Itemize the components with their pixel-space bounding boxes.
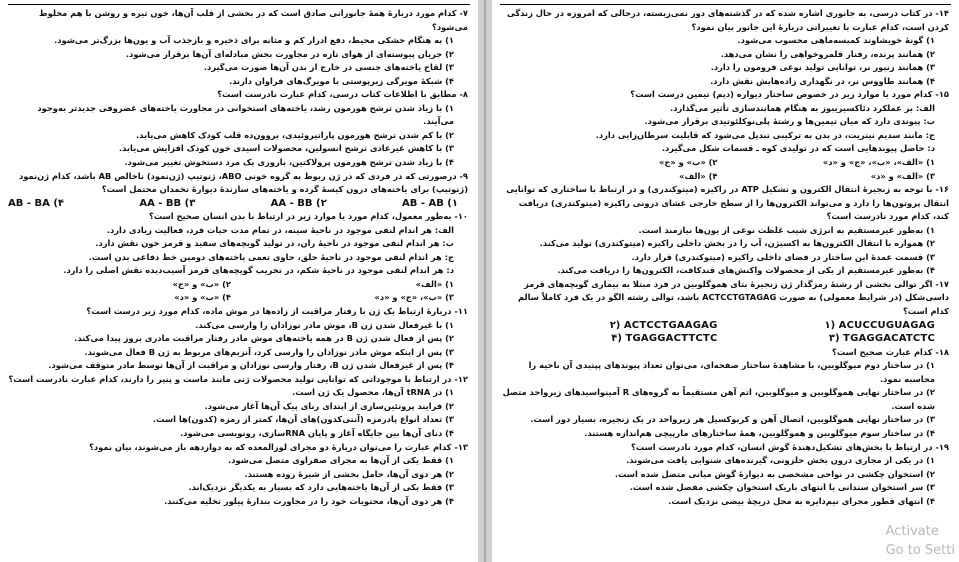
option-item: ۴) دنای آن‌ها بین جایگاه آغاز و پایان RNAسازی، رونویسی می‌شود. (180, 427, 454, 438)
question-۱۴- (500, 7, 949, 88)
q10-choices (8, 278, 468, 305)
left-column (0, 5, 478, 508)
q17-option: ۱) ACUCCUGUAGAG (824, 319, 935, 331)
question-stem: در کتاب درسی، به جانوری اشاره شده که در گذشته‌های دور نمی‌زیسته، درحالی که امروزه در حال زندگی کردن است، کدام عبارت با تغییراتی دربارهٔ این جانور بیان نمود؟ (506, 8, 949, 32)
question-۱۳- (8, 441, 468, 509)
question-stem: کدام عبارت را می‌توان دربارهٔ دو مجرای لوزالمعده که به دوازدهه باز می‌شوند، بیان نمود؟ (89, 441, 452, 452)
question-text (8, 441, 468, 455)
question-text (8, 305, 468, 319)
q10-choice: ۴) «ب» و «د» (174, 292, 231, 303)
question-۱۱- (8, 305, 468, 373)
question-stem: در ارتباط با موجوداتی که توانایی تولید محصولات ژنی مانند ماست و پنیر را دارند، کدام عبارت نادرست است؟ (8, 373, 452, 384)
option-item: ب: هر اندام لنفی موجود در ناحیهٔ ران، در تولید گویچه‌های سفید و قرمز خون نقش دارد. (95, 238, 454, 249)
question-text (500, 7, 949, 34)
question-stem: کدام مورد دربارهٔ همهٔ جانورانی صادق است که در بخشی از قلب آن‌ها، خون تیره و روشن با هم مخلوط می‌شود؟ (39, 8, 468, 32)
q10-choice: ۱) «الف» (415, 278, 454, 289)
question-۱۰- (8, 210, 468, 278)
q10-choice: ۳) «ب»، «ج» و «د» (374, 292, 454, 303)
option-item: ج: هر اندام لنفی موجود در ناحیهٔ حلق، حاوی تعمی یاخته‌های دومین خط دفاعی بدن است. (88, 251, 454, 262)
question-number: ۱۹- (932, 441, 949, 452)
option-item: ۳) در ساختار نهایی هموگلوبین، اتصال آهن و کربوکسیل هر زیرواحد در یک زنجیره، بسیار دور است. (530, 414, 935, 425)
question-number: ۱۴- (932, 8, 949, 18)
question-number: ۱۲- (451, 373, 468, 384)
option-item: ۲) همواره با انتقال الکترون‌ها به اکسیژن، آب را در بخش داخلی راکیزه (میتوکندری) تولید می‌کند. (539, 238, 935, 249)
q15-choice: ۳) «الف» و «د» (870, 170, 935, 181)
option-item: ۲) استخوان چکشی در نواحی مشخصی به دیوارهٔ گوش میانی متصل شده است. (614, 468, 935, 479)
option-item: ۱) به‌طور غیرمستقیم به انرژی شیب غلظت نوعی از یون‌ها نیازمند است. (638, 224, 935, 235)
question-stem: درصورتی که در فردی که در ژن ربوط به گروه خونی ABO، ژنوتیپ (ژن‌نمود) ناخالص AB باشد، کدام ژن‌نمود (ژنوتیپ) برای یاخته‌های درون کیسهٔ گرده و یاخته‌های سازندهٔ دیوارهٔ تخمدان محتمل است؟ (19, 170, 468, 195)
question-number: ۱۳- (451, 441, 468, 452)
option-item: ۱) در ساختار دوم میوگلوبین، با مشاهدهٔ ساختار صفحه‌ای، می‌توان تعداد پیوندهای پپتیدی آن ناحیه را محاسبه نمود. (528, 360, 935, 384)
question-number: ۱۷- (932, 278, 949, 289)
q10-choice: ۲) «ب» و «ج» (172, 278, 231, 289)
question-text (500, 441, 949, 455)
page-gutter (478, 0, 492, 562)
option-item: ۳) پس از اینکه موش مادر نوزادان را وارسی کرد، آنزیم‌های مربوط به ژن B فعال می‌شوند. (84, 346, 454, 357)
activate-windows-watermark (886, 522, 955, 560)
watermark-line2: Go to Setti (885, 543, 955, 558)
option-item: ۲) فرایند پروتئین‌سازی از ابتدای رنای پیک آن‌ها آغاز می‌شود. (204, 400, 454, 411)
question-text (8, 373, 468, 387)
option-item: ۱) در یکی از مجاری درون بخش حلزونی، گیرنده‌های شنوایی یافت می‌شوند. (626, 455, 935, 466)
option-item: ۴) پس از غیرفعال شدن ژن B، رفتار وارسی نوزادان و مراقبت از آن‌ها توسط مادر متوقف می‌شود. (48, 360, 454, 371)
option-item: ب: پیوندی دارد که میان تیمین‌ها و رشتهٔ پلی‌نوکلئوتیدی برقرار می‌شود. (644, 116, 935, 127)
question-۱۸- (500, 346, 949, 441)
question-text (8, 7, 468, 34)
question-۱۶- (500, 183, 949, 278)
q9-option: ۳) AA - BB (139, 197, 196, 209)
option-item: ۴) در ساختار سوم میوگلوبین و هموگلوبین، همهٔ ساختارهای مارپیچی هم‌اندازه هستند. (584, 427, 935, 438)
q9-option: ۲) AA - BB (270, 197, 327, 209)
left-page (0, 0, 478, 562)
question-text (8, 88, 468, 102)
option-item: ۴) به‌طور غیرمستقیم از یکی از محصولات واکنش‌های قندکافت، الکترون‌ها را دریافت می‌کند. (557, 265, 935, 276)
option-item: ۲) هر دوی آن‌ها، حامل بخشی از شیرهٔ روده هستند. (244, 468, 454, 479)
question-text (500, 183, 949, 224)
question-۸- (8, 88, 468, 169)
option-item: ۳) با کاهش غیرعادی ترشح انسولین، محصولات اسیدی خون کودک افزایش می‌یابد. (118, 143, 454, 154)
q15-choice: ۲) «ب» و «ج» (659, 157, 718, 168)
q17-options (500, 319, 949, 346)
question-۱۵- (500, 88, 949, 156)
right-page (492, 0, 959, 562)
option-item: ۴) شبکهٔ مویرگی زیرپوستی با مویرگ‌های فراوان دارند. (229, 75, 454, 86)
option-item: ۲) پس از فعال شدن ژن B در همه یاخته‌های موش مادر رفتار مراقبت مادری بروز پیدا می‌کند. (74, 333, 454, 344)
question-number: ۷- (456, 8, 468, 18)
option-item: ۴) انتهای قطور مجرای نیم‌دایره به محل دریچهٔ بیضی نزدیک است. (668, 495, 935, 506)
question-۱۲- (8, 373, 468, 441)
option-item: ۱) در tRNA آن‌ها، محصول یک ژن است. (292, 387, 454, 398)
option-item: ۲) جریان پیوسته‌ای از هوای تازه در مجاورت بخش مبادله‌ای آن‌ها برقرار می‌شود. (125, 48, 454, 59)
option-item: ۳) قسمت عمدهٔ این ساختار در فضای داخلی راکیزه (میتوکندری) قرار دارد. (631, 251, 935, 262)
question-stem: دربارهٔ ارتباط یک ژن با رفتار مراقبت از زاده‌ها در موش ماده، کدام مورد زیر درست است؟ (86, 306, 452, 317)
question-۱۹- (500, 441, 949, 509)
question-۱۷- (500, 278, 949, 319)
option-item: ۳) سر استخوان سندانی با انتهای باریک استخوان چکشی مفصل شده است. (629, 482, 935, 493)
option-item: ۳) همانند زنبور نر، توانایی تولید نوعی فرومون را دارد. (710, 62, 935, 73)
question-stem: اگر توالی بخشی از رشتهٔ رمزگذار ژن زنجیرهٔ بتای هموگلوبین در فرد مبتلا به بیماری گویچه‌های قرمز داسی‌شکل (در شرایط معمولی) به صورت ACTCCTGTAGAG باشد، توالی رشته الگو در یک فرد کاملاً سالم کدام است؟ (517, 278, 949, 317)
q15-choice: ۱) «الف»، «ب»، «ج» و «د» (822, 157, 935, 168)
question-number: ۸- (456, 89, 468, 100)
option-item: ۳) فقط یکی از آن‌ها یاخته‌هایی دارد که بسیار به یکدیگر نزدیک‌اند. (188, 482, 454, 493)
option-item: الف: هر اندام لنفی موجود در ناحیهٔ سینه، در تمام مدت حیات فرد، فعالیت زیادی دارد. (106, 224, 454, 235)
question-stem: با توجه به زنجیرهٔ انتقال الکترون و تشکیل ATP در راکیزه (میتوکندری) و در ارتباط با ساختاری که توانایی انتقال پروتون‌ها را دارد و می‌تواند الکترون‌ها را از سطح خارجی غشای درونی راکیزه (میتوکندری) دریافت کند، کدام مورد نادرست است؟ (506, 184, 949, 222)
question-text (500, 346, 949, 360)
q17-option: ۳) TGAGGACATCTC (828, 333, 935, 345)
option-item: ۱) گونهٔ خویشاوند کمیسه‌ماهی محسوب می‌شود. (737, 35, 935, 46)
option-item: ۴) هر دوی آن‌ها، محتویات خود را در مجاورت بندارهٔ پیلور تخلیه می‌کنند. (164, 495, 454, 506)
question-number: ۱۸- (932, 346, 949, 357)
question-text (500, 278, 949, 319)
question-stem: کدام عبارت صحیح است؟ (832, 346, 933, 357)
option-item: ۲) با کم شدن ترشح هورمون پاراتیروئیدی، بروون‌ده قلب کودک کاهش می‌یابد. (136, 129, 454, 140)
question-text (500, 88, 949, 102)
q17-option: ۴) TGAGGACTTCTC (611, 333, 718, 345)
option-item: ۳) لقاح یاخته‌های جنسی در خارج از بدن آن‌ها صورت می‌گیرد. (203, 62, 454, 73)
q9-option: ۱) AB - AB (401, 197, 458, 209)
question-stem: به‌طور معمول، کدام مورد یا موارد زیر در ارتباط با بدن انسان صحیح است؟ (149, 211, 452, 222)
question-number: ۱۶- (932, 184, 949, 195)
option-item: ۴) همانند طاووس نر، در نگهداری زاده‌هایش نقش دارد. (710, 75, 935, 86)
option-item: ۱) فقط یکی از آن‌ها به مجرای صفراوی متصل می‌شود. (228, 455, 454, 466)
option-item: ۲) همانند پرنده، رفتار قلمروخواهی را نشان می‌دهد. (720, 48, 935, 59)
question-۹- (8, 170, 468, 197)
option-item: الف: بر عملکرد دئاکسیریبوز به هنگام همانندسازی تأثیر می‌گذارد. (670, 102, 935, 113)
option-item: د: هر اندام لنفی موجود در ناحیهٔ شکم، در تخریب گویچه‌های قرمز آسیب‌دیده نقش اصلی را دارد. (63, 265, 454, 276)
q9-options-row (8, 197, 468, 211)
question-stem: کدام مورد یا موارد زیر در خصوص ساختار دیواره (دیم) تیمین درست است؟ (630, 89, 933, 100)
q15-choice: ۴) «الف» (679, 170, 718, 181)
q15-choices (500, 156, 949, 183)
option-item: ۴) با زیاد شدن ترشح هورمون پرولاکتین، باروری یک مرد دستخوش تغییر می‌شود. (124, 157, 454, 168)
option-item: ۳) تعداد انواع پادرمزه (آنتی‌کدون)‌های آن‌ها، کمتر از رمزه (کدون)‌ها است. (153, 414, 454, 425)
option-item: ۲) در ساختار نهایی هموگلوبین و میوگلوبین، اتم آهن مستقیماً به گروه‌های R آمینواسیدهای زیرواحد متصل شده است. (502, 387, 935, 411)
question-number: ۱۰- (451, 211, 468, 222)
option-item: ۱) به هنگام خشکی محیط، دفع ادرار کم و مثانه برای ذخیره و بازجذب آب و یون‌ها بزرگ‌تر می‌شود. (54, 35, 454, 46)
question-number: ۱۱- (451, 306, 468, 317)
option-item: ج: مانند سدیم نیتریت، در بدن به ترکیبی تبدیل می‌شود که قابلیت سرطان‌زایی دارد. (595, 129, 935, 140)
q17-option: ۲) ACTCCTGAAGAG (609, 319, 718, 331)
watermark-line1: Activate (885, 524, 939, 539)
question-text (8, 210, 468, 224)
option-item: ۱) با غیرفعال شدن ژن B، موش مادر نوزادان را وارسی می‌کند. (195, 319, 454, 330)
question-number: ۹- (456, 170, 468, 181)
question-number: ۱۵- (932, 89, 949, 100)
question-۷- (8, 7, 468, 88)
question-stem: در ارتباط با بخش‌های تشکیل‌دهندهٔ گوش انسان، کدام مورد نادرست است؟ (631, 441, 933, 452)
question-text (8, 170, 468, 197)
option-item: د: حاصل پیوندهایی است که در تولیدی کوه ـ قسمات شکل می‌گیرد. (661, 143, 935, 154)
question-stem: مطابق با اطلاعات کتاب درسی، کدام عبارت نادرست است؟ (217, 89, 457, 100)
q9-option: ۴) AB - BA (8, 197, 65, 209)
option-item: ۱) با زیاد شدن ترشح هورمون رشد، یاخته‌های استخوانی در مجاورت یاخته‌های غضروفی جدیدتر به‌وجود می‌آیند. (37, 102, 454, 127)
right-column (492, 5, 959, 508)
